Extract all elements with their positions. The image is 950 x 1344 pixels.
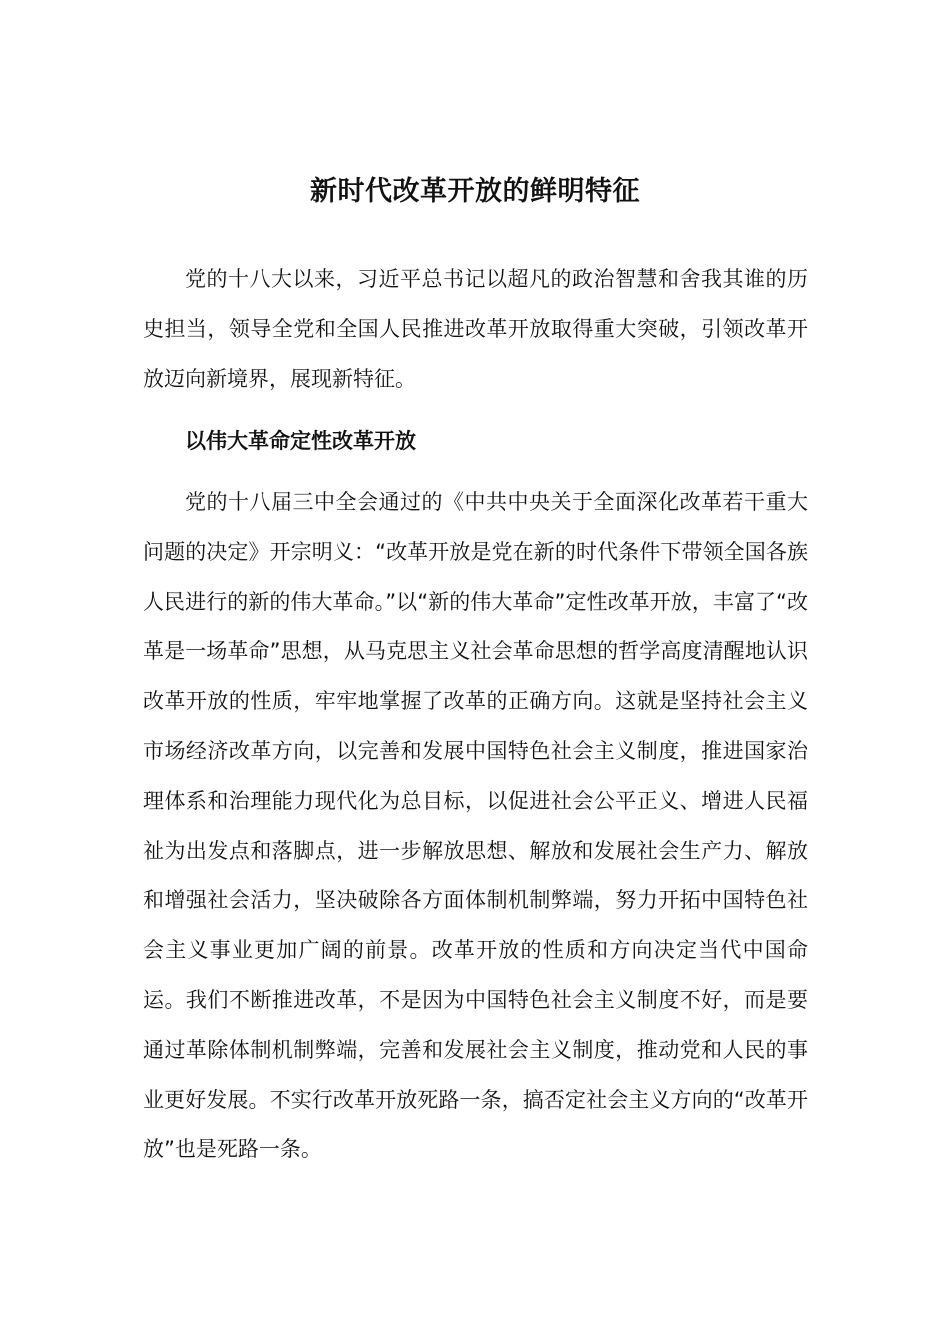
section-paragraph: 党的十八届三中全会通过的《中共中央关于全面深化改革若干重大问题的决定》开宗明义：“改革开放是党在新的时代条件下带领全国各族人民进行的新的伟大革命。”以“新的伟大革命”定性改革开放，丰富了“改革是一场革命”思想，从马克思主义社会革命思想的哲学高度清醒地认识改革开放的性质，牢牢地掌握了改革的正确方向。这就是坚持社会主义市场经济改革方向，以完善和发展中国特色社会主义制度，推进国家治理体系和治理能力现代化为总目标，以促进社会公平正义、增进人民福祉为出发点和落脚点，进一步解放思想、解放和发展社会生产力、解放和增强社会活力，坚决破除各方面体制机制弊端，努力开拓中国特色社会主义事业更加广阔的前景。改革开放的性质和方向决定当代中国命运。我们不断推进改革，不是因为中国特色社会主义制度不好，而是要通过革除体制机制弊端，完善和发展社会主义制度，推动党和人民的事业更好发展。不实行改革开放死路一条，搞否定社会主义方向的“改革开放”也是死路一条。 <box>143 490 808 1162</box>
section-heading: 以伟大革命定性改革开放 <box>185 429 416 453</box>
document-title: 新时代改革开放的鲜明特征 <box>310 176 640 208</box>
intro-paragraph: 党的十八大以来，习近平总书记以超凡的政治智慧和舍我其谁的历史担当，领导全党和全国人民推进改革开放取得重大突破，引领改革开放迈向新境界，展现新特征。 <box>143 267 808 391</box>
